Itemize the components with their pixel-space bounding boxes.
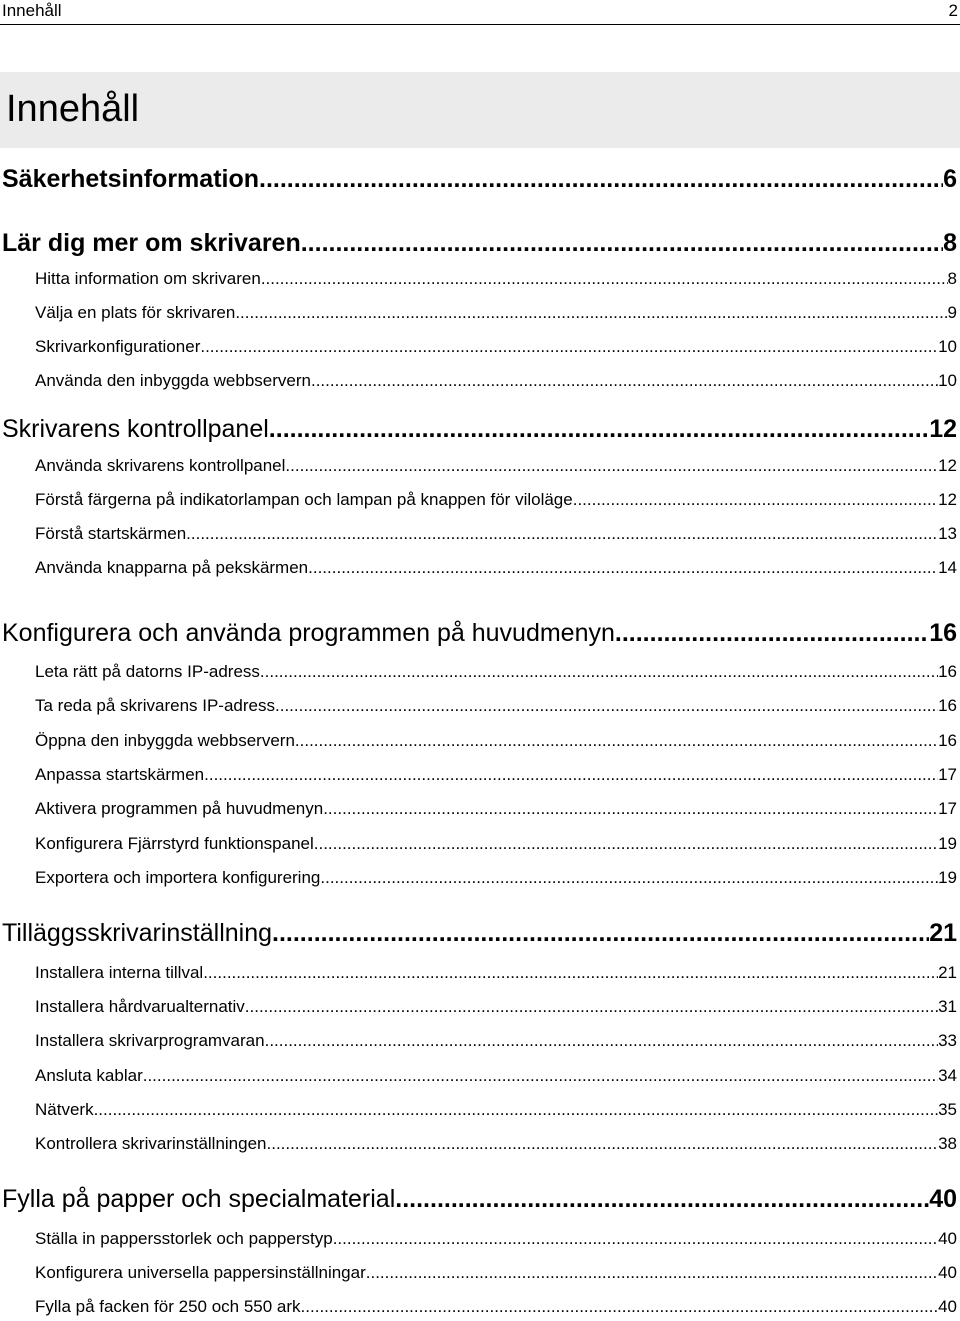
toc-page-number: 16 xyxy=(929,619,957,647)
toc-page-number: 21 xyxy=(929,919,957,947)
toc-section-pappersstorlek-papperstyp[interactable] xyxy=(35,1227,957,1251)
toc-section-universella-pappersinstallningar[interactable] xyxy=(35,1261,957,1285)
toc-label: Kontrollera skrivarinställningen xyxy=(35,1134,267,1153)
toc-page-number: 8 xyxy=(943,229,957,257)
toc-dot-leader xyxy=(272,916,929,950)
toc-page-number: 16 xyxy=(938,696,957,715)
toc-page-number: 12 xyxy=(938,490,957,509)
toc-label: Öppna den inbyggda webbservern xyxy=(35,731,295,750)
toc-chapter-konfigurera-programmen[interactable] xyxy=(2,616,957,650)
toc-dot-leader xyxy=(301,1295,939,1319)
toc-page-number: 16 xyxy=(938,731,957,750)
toc-dot-leader xyxy=(204,763,938,787)
toc-section-ta-reda-pa-ip[interactable] xyxy=(35,694,957,718)
toc-label: Installera hårdvarualternativ xyxy=(35,997,245,1016)
toc-page-number: 40 xyxy=(929,1185,957,1213)
toc-label: Aktivera programmen på huvudmenyn xyxy=(35,799,324,818)
toc-page-number: 10 xyxy=(938,337,957,356)
toc-dot-leader xyxy=(235,301,947,325)
toc-label: Fylla på facken för 250 och 550 ark xyxy=(35,1297,301,1316)
toc-label: Välja en plats för skrivaren xyxy=(35,303,236,322)
toc-label: Konfigurera universella pappersinställningar xyxy=(35,1263,366,1282)
toc-page-number: 6 xyxy=(943,165,957,193)
toc-label: Konfigurera och använda programmen på huvudmenyn xyxy=(2,619,615,647)
toc-label: Lär dig mer om skrivaren xyxy=(2,229,301,257)
toc-section-fylla-pa-facken[interactable] xyxy=(35,1295,957,1319)
toc-page-number: 19 xyxy=(938,868,957,887)
toc-page-number: 14 xyxy=(938,558,957,577)
toc-section-oppna-webbservern[interactable] xyxy=(35,729,957,753)
toc-dot-leader xyxy=(269,412,929,446)
toc-section-anpassa-startskarmen[interactable] xyxy=(35,763,957,787)
toc-label: Använda den inbyggda webbservern xyxy=(35,371,311,390)
toc-label: Förstå färgerna på indikatorlampan och lampan på knappen för viloläge xyxy=(35,490,573,509)
toc-page-number: 19 xyxy=(938,834,957,853)
toc-label: Konfigurera Fjärrstyrd funktionspanel xyxy=(35,834,314,853)
toc-page-number: 12 xyxy=(929,415,957,443)
toc-dot-leader xyxy=(615,616,929,650)
toc-page-number: 13 xyxy=(938,524,957,543)
toc-section-interna-tillval[interactable] xyxy=(35,961,957,985)
toc-label: Fylla på papper och specialmaterial xyxy=(2,1185,396,1213)
toc-page-number: 12 xyxy=(938,456,957,475)
toc-page-number: 35 xyxy=(938,1100,957,1119)
toc-page-number: 40 xyxy=(938,1263,957,1282)
toc-page-number: 17 xyxy=(938,799,957,818)
toc-dot-leader xyxy=(200,335,938,359)
toc-section-valja-en-plats[interactable] xyxy=(35,301,957,325)
toc-dot-leader xyxy=(573,488,938,512)
toc-chapter-tillaggsskrivarinstallning[interactable] xyxy=(2,916,957,950)
toc-chapter-lar-dig-mer-om-skrivaren[interactable] xyxy=(2,226,957,260)
toc-label: Ta reda på skrivarens IP-adress xyxy=(35,696,275,715)
toc-page-number: 10 xyxy=(938,371,957,390)
toc-label: Nätverk xyxy=(35,1100,94,1119)
toc-dot-leader xyxy=(275,694,938,718)
toc-section-anvanda-kontrollpanel[interactable] xyxy=(35,454,957,478)
toc-page-number: 38 xyxy=(938,1134,957,1153)
toc-label: Tilläggsskrivarinställning xyxy=(2,919,273,947)
toc-dot-leader xyxy=(311,369,938,393)
toc-label: Hitta information om skrivaren xyxy=(35,269,261,288)
toc-label: Ställa in pappersstorlek och papperstyp xyxy=(35,1229,333,1248)
toc-section-hardvarualternativ[interactable] xyxy=(35,995,957,1019)
toc-page-number: 16 xyxy=(938,662,957,681)
toc-label: Förstå startskärmen xyxy=(35,524,187,543)
toc-section-ansluta-kablar[interactable] xyxy=(35,1064,957,1088)
toc-section-forsta-fargerna[interactable] xyxy=(35,488,957,512)
toc-section-anvanda-knapparna[interactable] xyxy=(35,556,957,580)
toc-dot-leader xyxy=(261,267,948,291)
toc-section-hitta-information[interactable] xyxy=(35,267,957,291)
toc-page-number: 34 xyxy=(938,1066,957,1085)
toc-dot-leader xyxy=(203,961,938,985)
toc-dot-leader xyxy=(285,454,938,478)
toc-label: Installera interna tillval xyxy=(35,963,204,982)
toc-dot-leader xyxy=(265,1029,938,1053)
toc-label: Skrivarkonfigurationer xyxy=(35,337,201,356)
toc-dot-leader xyxy=(260,660,938,684)
toc-section-leta-ratt-ip[interactable] xyxy=(35,660,957,684)
toc-label: Använda skrivarens kontrollpanel xyxy=(35,456,286,475)
toc-section-aktivera-programmen[interactable] xyxy=(35,797,957,821)
toc-label: Anpassa startskärmen xyxy=(35,765,205,784)
toc-label: Installera skrivarprogramvaran xyxy=(35,1031,265,1050)
running-header xyxy=(0,0,960,25)
toc-chapter-fylla-pa-papper[interactable] xyxy=(2,1182,957,1216)
toc-page-number: 40 xyxy=(938,1229,957,1248)
toc-dot-leader xyxy=(295,729,938,753)
running-header-title: Innehåll xyxy=(2,1,62,20)
running-header-page-number: 2 xyxy=(948,1,958,20)
toc-dot-leader xyxy=(301,226,943,260)
toc-label: Använda knapparna på pekskärmen xyxy=(35,558,309,577)
toc-dot-leader xyxy=(186,522,938,546)
title-band xyxy=(0,72,960,148)
toc-dot-leader xyxy=(320,866,938,890)
toc-dot-leader xyxy=(314,832,938,856)
toc-dot-leader xyxy=(143,1064,938,1088)
toc-page-number: 17 xyxy=(938,765,957,784)
toc-dot-leader xyxy=(395,1182,929,1216)
toc-label: Exportera och importera konfigurering xyxy=(35,868,321,887)
toc-label: Leta rätt på datorns IP-adress xyxy=(35,662,260,681)
toc-dot-leader xyxy=(323,797,938,821)
toc-section-natverk[interactable] xyxy=(35,1098,957,1122)
toc-dot-leader xyxy=(245,995,938,1019)
toc-dot-leader xyxy=(333,1227,938,1251)
toc-chapter-skrivarens-kontrollpanel[interactable] xyxy=(2,412,957,446)
toc-page-number: 40 xyxy=(938,1297,957,1316)
toc-dot-leader xyxy=(267,1132,939,1156)
toc-page-number: 8 xyxy=(947,269,957,288)
toc-section-skrivarprogramvaran[interactable] xyxy=(35,1029,957,1053)
toc-label: Skrivarens kontrollpanel xyxy=(2,415,269,443)
toc-dot-leader xyxy=(259,162,943,196)
toc-dot-leader xyxy=(366,1261,938,1285)
toc-chapter-sakerhetsinformation[interactable] xyxy=(2,162,957,196)
page-title: Innehåll xyxy=(6,88,140,130)
toc-label: Säkerhetsinformation xyxy=(2,165,260,193)
toc-section-fjarrstyrd-funktionspanel[interactable] xyxy=(35,832,957,856)
toc-section-exportera-importera[interactable] xyxy=(35,866,957,890)
toc-section-forsta-startskarmen[interactable] xyxy=(35,522,957,546)
toc-dot-leader xyxy=(308,556,938,580)
toc-page-number: 21 xyxy=(938,963,957,982)
toc-label: Ansluta kablar xyxy=(35,1066,143,1085)
toc-dot-leader xyxy=(94,1098,939,1122)
toc-page-number: 9 xyxy=(947,303,957,322)
toc-section-kontrollera-installningen[interactable] xyxy=(35,1132,957,1156)
toc-page-number: 33 xyxy=(938,1031,957,1050)
toc-section-anvanda-webbservern[interactable] xyxy=(35,369,957,393)
toc-section-skrivarkonfigurationer[interactable] xyxy=(35,335,957,359)
toc-page-number: 31 xyxy=(938,997,957,1016)
